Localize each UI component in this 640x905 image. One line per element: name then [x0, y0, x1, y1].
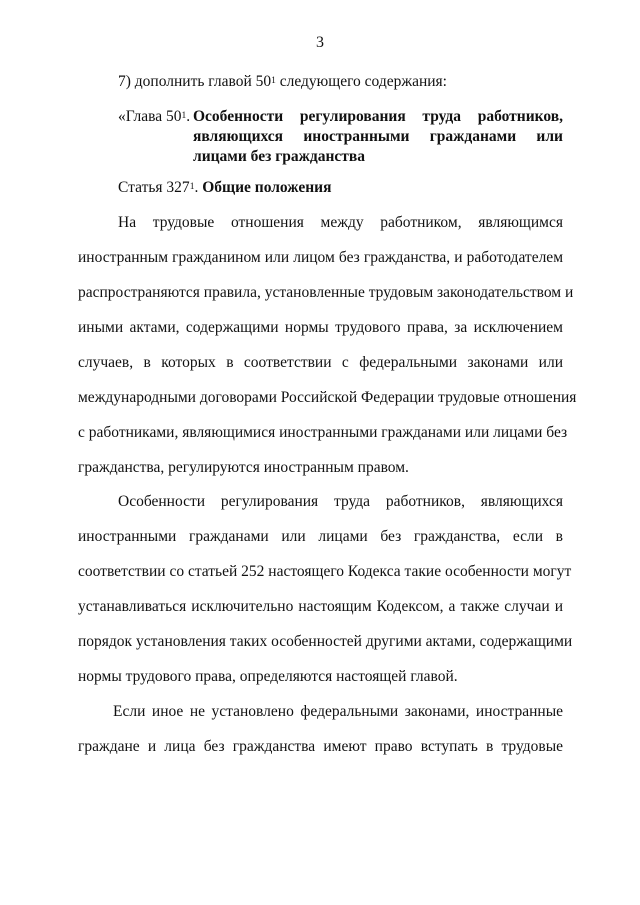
paragraph-1-line: случаев, в которых в соответствии с федеральными законами или [78, 354, 563, 371]
article-title: Общие положения [202, 179, 332, 196]
paragraph-1-line: иностранным гражданином или лицом без гражданства, и работодателем [78, 249, 563, 266]
paragraph-2-line: соответствии со статьей 252 настоящего Кодекса такие особенности могут [78, 563, 572, 580]
paragraph-3-line: граждане и лица без гражданства имеют право вступать в трудовые [78, 738, 563, 755]
chapter-title-line: лицами без гражданства [193, 148, 365, 165]
paragraph-1-line: гражданства, регулируются иностранным правом. [78, 459, 409, 476]
paragraph-3-line: Если иное не установлено федеральными законами, иностранные [113, 703, 563, 720]
chapter-label-text: «Глава 50 [118, 108, 182, 125]
paragraph-2-line: порядок установления таких особенностей другими актами, содержащими [78, 633, 573, 650]
chapter-label-sup: 1 [181, 111, 187, 121]
item-7-text: 7) дополнить главой 50 [118, 73, 272, 90]
article-heading [118, 178, 563, 198]
item-7-line [118, 72, 563, 92]
paragraph-1-line: иными актами, содержащими нормы трудового права, за исключением [78, 319, 563, 336]
article-label-sup: 1 [189, 182, 195, 192]
paragraph-1-line: с работниками, являющимися иностранными гражданами или лицами без [78, 424, 568, 441]
chapter-label [118, 107, 190, 127]
paragraph-2-line: устанавливаться исключительно настоящим Кодексом, а также случаи и [78, 598, 563, 615]
chapter-label-dot: . [186, 108, 191, 125]
paragraph-1-line: международными договорами Российской Федерации трудовые отношения [78, 389, 577, 406]
chapter-title-line: являющихся иностранными гражданами или [193, 128, 563, 145]
paragraph-1-line: На трудовые отношения между работником, являющимся [118, 214, 563, 231]
chapter-title [193, 107, 563, 167]
paragraph-2-line: Особенности регулирования труда работников, являющихся [118, 493, 563, 510]
article-label-dot: . [194, 179, 199, 196]
item-7-tail: следующего содержания: [275, 73, 447, 90]
page-number: 3 [316, 34, 324, 51]
chapter-title-line: Особенности регулирования труда работников, [193, 108, 563, 125]
paragraph-1-line: распространяются правила, установленные трудовым законодательством и [78, 284, 574, 301]
item-7-sup: 1 [271, 76, 276, 86]
paragraph-2-line: иностранными гражданами или лицами без гражданства, если в [78, 528, 563, 545]
article-label: Статья 327 [118, 179, 190, 196]
paragraph-2-line: нормы трудового права, определяются настоящей главой. [78, 668, 458, 685]
